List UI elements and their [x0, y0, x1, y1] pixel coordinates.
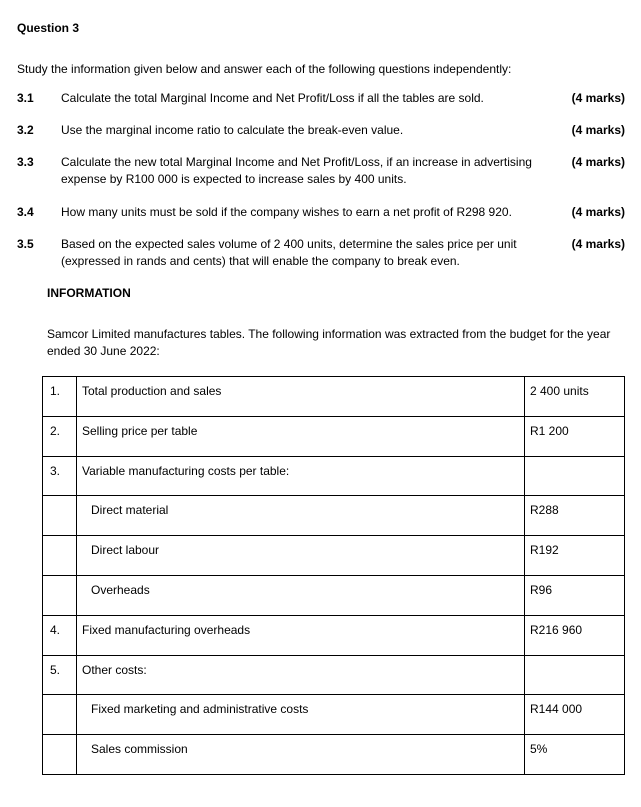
- table-row: [43, 615, 625, 655]
- question-number: 3.2: [17, 123, 34, 137]
- row-description: Selling price per table: [77, 416, 525, 456]
- question-marks: (4 marks): [571, 205, 625, 219]
- table-row: [43, 575, 625, 615]
- row-value: 5%: [525, 735, 625, 775]
- row-description: Overheads: [77, 575, 525, 615]
- question-number: 3.1: [17, 91, 34, 105]
- question-marks: (4 marks): [571, 155, 625, 169]
- row-number: [43, 496, 77, 536]
- table-row: [43, 377, 625, 417]
- row-description: Other costs:: [77, 655, 525, 695]
- row-number: 5.: [43, 655, 77, 695]
- row-value: R144 000: [525, 695, 625, 735]
- question-text: Based on the expected sales volume of 2 400 units, determine the sales price per unit (expressed in rands and cents) that will enable the company to break even.: [61, 237, 517, 268]
- budget-table: [42, 376, 625, 775]
- table-row: [43, 695, 625, 735]
- question-marks: (4 marks): [571, 91, 625, 105]
- row-value: R288: [525, 496, 625, 536]
- information-heading: INFORMATION: [47, 286, 131, 300]
- row-number: 3.: [43, 456, 77, 496]
- row-number: 4.: [43, 615, 77, 655]
- row-value: R192: [525, 536, 625, 576]
- table-row: [43, 416, 625, 456]
- question-text: Calculate the new total Marginal Income and Net Profit/Loss, if an increase in advertising expense by R100 000 is expected to increase sales by 400 units.: [61, 155, 532, 186]
- question-title: Question 3: [17, 21, 80, 35]
- row-number: 1.: [43, 377, 77, 417]
- question-marks: (4 marks): [571, 123, 625, 137]
- table-row: [43, 655, 625, 695]
- intro-text: Study the information given below and answer each of the following questions independently:: [17, 62, 512, 76]
- row-value: R1 200: [525, 416, 625, 456]
- row-value: 2 400 units: [525, 377, 625, 417]
- row-value: [525, 655, 625, 695]
- table-row: [43, 456, 625, 496]
- row-description: Fixed marketing and administrative costs: [77, 695, 525, 735]
- row-description: Variable manufacturing costs per table:: [77, 456, 525, 496]
- question-text: Calculate the total Marginal Income and Net Profit/Loss if all the tables are sold.: [61, 91, 484, 105]
- information-text: Samcor Limited manufactures tables. The following information was extracted from the budget for the year ended 30 June 2022:: [47, 327, 611, 358]
- question-number: 3.4: [17, 205, 34, 219]
- row-value: R216 960: [525, 615, 625, 655]
- question-marks: (4 marks): [571, 237, 625, 251]
- row-description: Sales commission: [77, 735, 525, 775]
- row-number: 2.: [43, 416, 77, 456]
- question-text: Use the marginal income ratio to calculate the break-even value.: [61, 123, 404, 137]
- row-description: Total production and sales: [77, 377, 525, 417]
- row-number: [43, 735, 77, 775]
- question-text: How many units must be sold if the company wishes to earn a net profit of R298 920.: [61, 205, 512, 219]
- row-number: [43, 536, 77, 576]
- row-number: [43, 695, 77, 735]
- row-value: [525, 456, 625, 496]
- row-value: R96: [525, 575, 625, 615]
- table-row: [43, 496, 625, 536]
- row-number: [43, 575, 77, 615]
- row-description: Direct labour: [77, 536, 525, 576]
- table-row: [43, 735, 625, 775]
- question-number: 3.3: [17, 155, 34, 169]
- row-description: Direct material: [77, 496, 525, 536]
- question-number: 3.5: [17, 237, 34, 251]
- row-description: Fixed manufacturing overheads: [77, 615, 525, 655]
- table-row: [43, 536, 625, 576]
